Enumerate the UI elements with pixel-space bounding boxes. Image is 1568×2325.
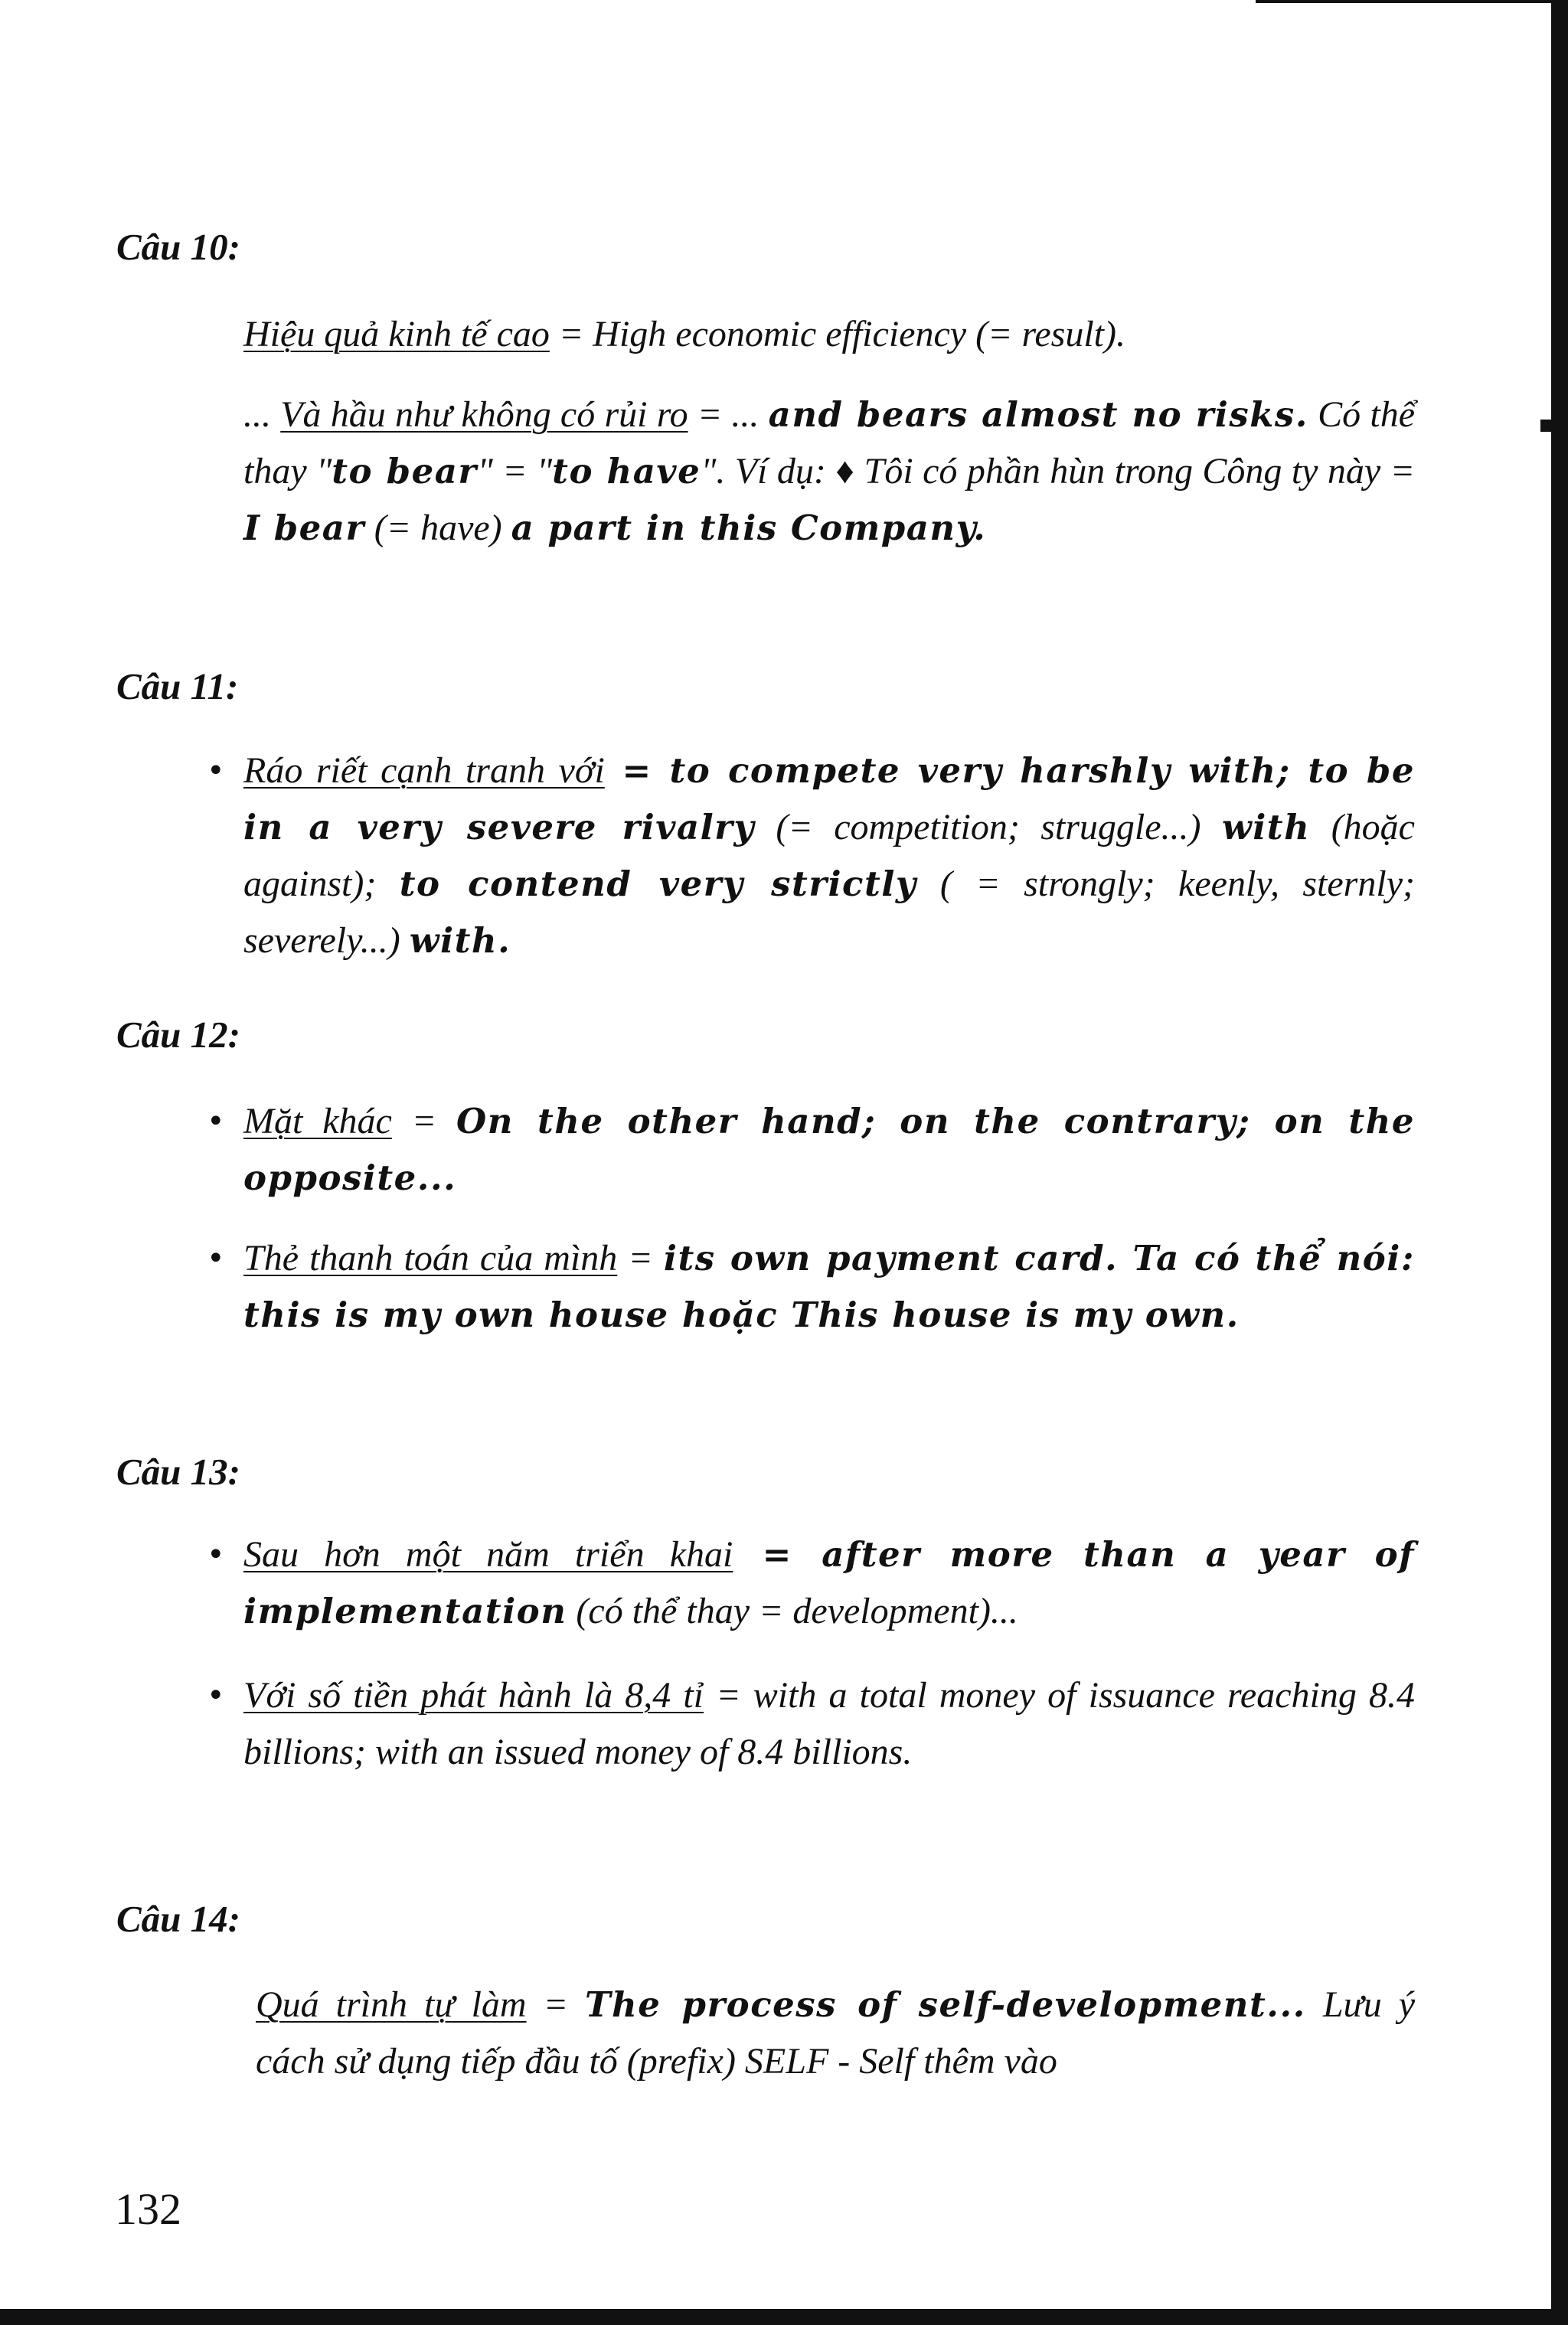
equals: = <box>391 1101 456 1141</box>
en-translation: and bears almost no risks. <box>768 394 1308 435</box>
equals: = <box>549 314 593 354</box>
en-translation: after more than a year of implementation <box>243 1534 1415 1631</box>
vi-term: Thẻ thanh toán của mình <box>243 1238 618 1278</box>
en-translation: with. <box>409 920 511 961</box>
cau-14-entry-1 <box>256 1977 1415 2090</box>
equals: = <box>604 750 670 791</box>
page-edge-bottom <box>0 2309 1568 2325</box>
example-en: a part in this Company. <box>511 508 987 548</box>
note: (= competition; struggle...) <box>755 807 1222 847</box>
en-translation: On the other hand; on the contrary; on the opposite... <box>243 1101 1416 1198</box>
vi-term: Hiệu quả kinh tế cao <box>243 314 550 354</box>
en-translation: to compete very harshly with; to be in a very severe rivalry <box>243 750 1415 847</box>
vi-term: Mặt khác <box>243 1101 392 1141</box>
term-to-have: to have <box>552 451 701 491</box>
vi-term: Ráo riết cạnh tranh với <box>243 750 605 791</box>
bullet-icon: • <box>207 1104 225 1139</box>
vi-term: Với số tiền phát hành là 8,4 tỉ <box>243 1675 704 1716</box>
bullet-icon: • <box>207 1241 225 1276</box>
bullet-icon: • <box>207 753 225 789</box>
note: ". Ví dụ: <box>701 451 836 491</box>
note: (hoặc against); <box>243 807 1415 904</box>
note: " = " <box>477 451 553 491</box>
en-translation: with a total money of issuance reaching 8.4 billions; with an issued money of 8.4 billions. <box>243 1675 1415 1772</box>
en-translation: High economic efficiency (= result). <box>593 314 1125 354</box>
diamond-bullet-icon: ♦ <box>835 451 855 491</box>
equals: = <box>526 1984 585 2025</box>
page-number: 132 <box>115 2184 181 2234</box>
en-translation: with <box>1221 807 1311 847</box>
cau-12-entry-1 <box>243 1093 1415 1207</box>
page-edge-top <box>1256 0 1551 3</box>
equals: = <box>704 1675 753 1716</box>
cau-10-entry-2 <box>243 387 1415 557</box>
ellipsis: ... <box>243 394 281 435</box>
cau-10-entry-1 <box>243 306 1415 363</box>
equals: = <box>617 1238 664 1278</box>
term-to-bear: to bear <box>332 451 478 491</box>
vi-term: Quá trình tự làm <box>256 1984 527 2025</box>
example-paren: (= have) <box>364 508 511 548</box>
note: Có thể thay " <box>243 394 1416 491</box>
note: Lưu ý cách sử dụng tiếp đầu tố (prefix) SELF - Self thêm vào <box>256 1984 1416 2082</box>
section-heading-cau-11: Câu 11: <box>116 665 239 707</box>
cau-13-entry-2 <box>243 1667 1415 1781</box>
en-translation: its own payment card. Ta có thể nói: this is my own house hoặc This house is my own. <box>243 1238 1416 1335</box>
note: ( = strongly; keenly, sternly; severely...) <box>243 864 1415 961</box>
cau-13-entry-1 <box>243 1527 1415 1640</box>
section-heading-cau-13: Câu 13: <box>116 1451 241 1493</box>
section-heading-cau-14: Câu 14: <box>116 1898 241 1940</box>
cau-12-entry-2 <box>243 1230 1415 1344</box>
example-vi: Tôi có phần hùn trong Công ty này = <box>854 451 1416 491</box>
en-translation: to contend very strictly <box>399 864 917 904</box>
vi-term: Và hầu như không có rủi ro <box>280 394 688 435</box>
equals: = <box>733 1534 822 1575</box>
page-edge-right <box>1551 0 1568 2325</box>
bullet-icon: • <box>207 1678 225 1713</box>
note: (có thể thay = development)... <box>567 1591 1018 1631</box>
section-heading-cau-10: Câu 10: <box>116 226 241 268</box>
page-edge-notch <box>1540 420 1553 432</box>
vi-term: Sau hơn một năm triển khai <box>243 1534 733 1575</box>
cau-11-entry-1 <box>243 743 1415 969</box>
en-translation: The process of self-development... <box>585 1984 1306 2025</box>
section-heading-cau-12: Câu 12: <box>116 1014 241 1056</box>
bullet-icon: • <box>207 1537 225 1572</box>
example-en: I bear <box>243 508 365 548</box>
equals: = ... <box>688 394 769 435</box>
